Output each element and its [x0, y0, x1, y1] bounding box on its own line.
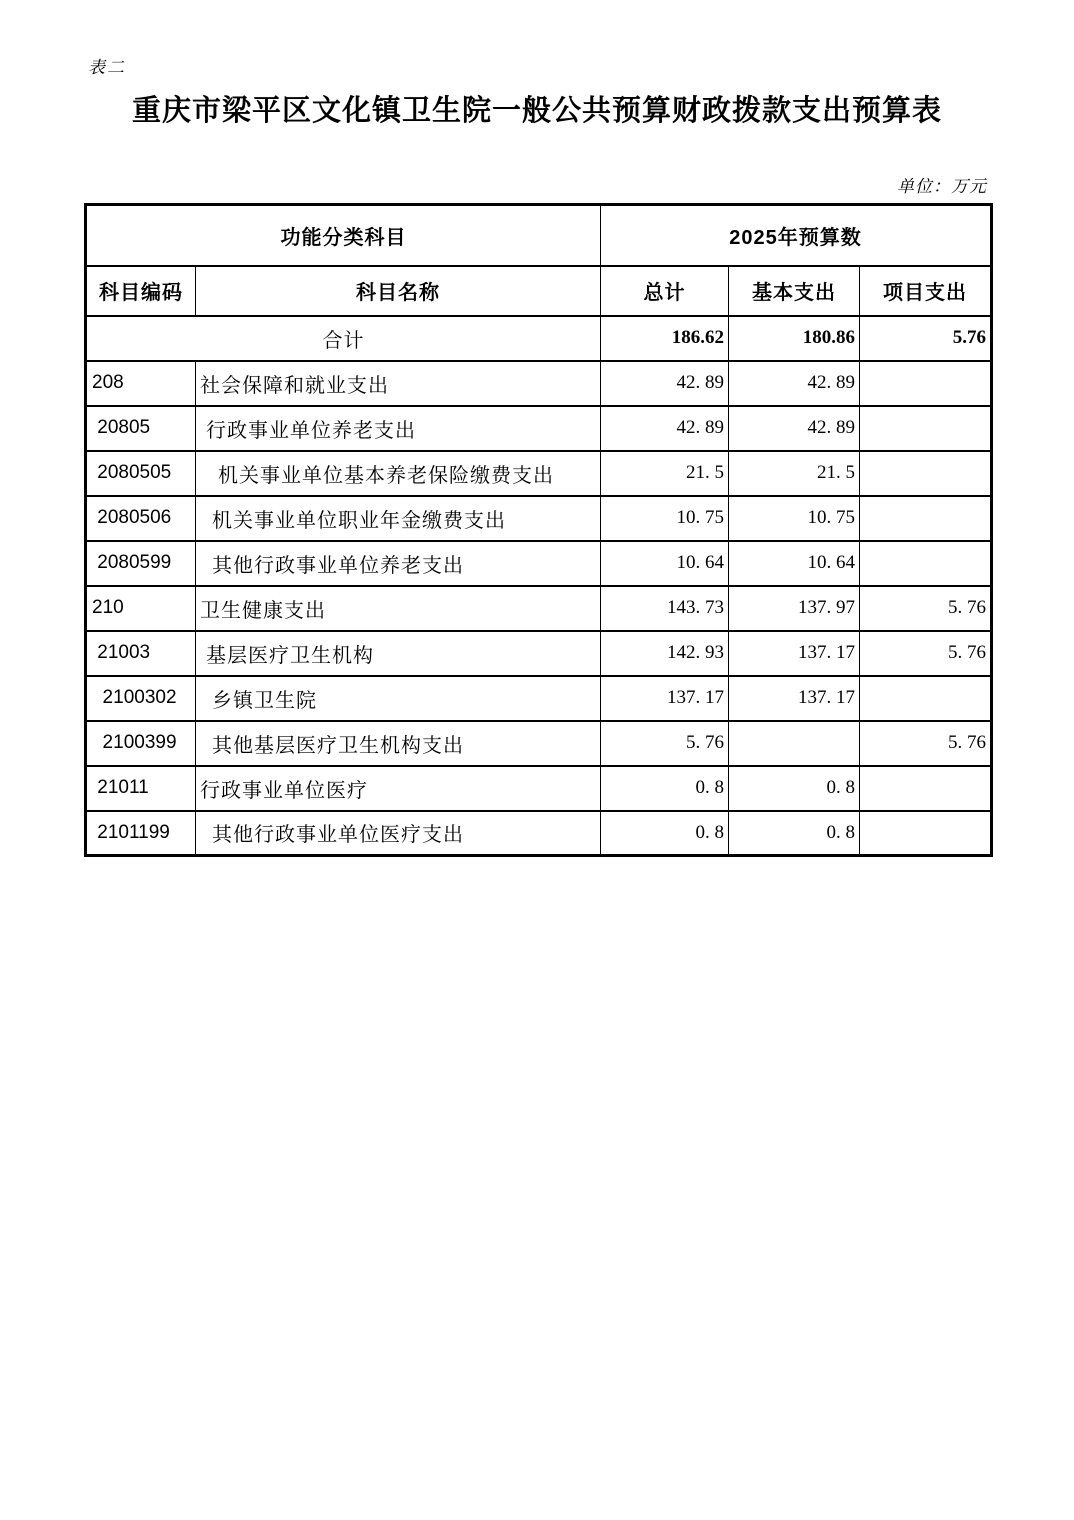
total-row: [86, 316, 992, 361]
table-row: [86, 406, 992, 451]
project-value: [860, 766, 992, 811]
column-header-total: 总计: [601, 266, 729, 316]
subject-code: 2080599: [86, 541, 196, 586]
table-row: [86, 631, 992, 676]
basic-value: 137. 17: [729, 676, 860, 721]
subject-code: 210: [86, 586, 196, 631]
total-value: 10. 75: [601, 496, 729, 541]
subject-name: 其他行政事业单位医疗支出: [196, 811, 601, 856]
total-value: 42. 89: [601, 406, 729, 451]
table-row: [86, 586, 992, 631]
column-header-basic-expenditure: 基本支出: [729, 266, 860, 316]
basic-value: [729, 721, 860, 766]
budget-table: [84, 203, 993, 857]
project-value: [860, 451, 992, 496]
page-title: 重庆市梁平区文化镇卫生院一般公共预算财政拨款支出预算表: [131, 95, 942, 127]
header-columns-row: [86, 266, 992, 316]
total-value: 142. 93: [601, 631, 729, 676]
total-value: 21. 5: [601, 451, 729, 496]
project-value: [860, 406, 992, 451]
total-value: 0. 8: [601, 766, 729, 811]
subject-name: 基层医疗卫生机构: [196, 631, 601, 676]
sheet-label: 表二: [88, 58, 126, 77]
table-row: [86, 541, 992, 586]
basic-value: 42. 89: [729, 361, 860, 406]
subject-name: 机关事业单位基本养老保险缴费支出: [196, 451, 601, 496]
project-value: [860, 676, 992, 721]
basic-value: 42. 89: [729, 406, 860, 451]
basic-value: 0. 8: [729, 811, 860, 856]
subject-code: 2101199: [86, 811, 196, 856]
basic-value: 10. 64: [729, 541, 860, 586]
project-value: 5. 76: [860, 586, 992, 631]
project-value: 5. 76: [860, 721, 992, 766]
subject-name: 乡镇卫生院: [196, 676, 601, 721]
total-row-basic-value: 180.86: [729, 316, 860, 361]
table-row: [86, 721, 992, 766]
total-row-label: 合计: [86, 316, 601, 361]
total-value: 10. 64: [601, 541, 729, 586]
subject-code: 21011: [86, 766, 196, 811]
basic-value: 137. 17: [729, 631, 860, 676]
basic-value: 137. 97: [729, 586, 860, 631]
total-value: 137. 17: [601, 676, 729, 721]
subject-code: 2080505: [86, 451, 196, 496]
total-value: 0. 8: [601, 811, 729, 856]
basic-value: 10. 75: [729, 496, 860, 541]
total-value: 42. 89: [601, 361, 729, 406]
subject-name: 行政事业单位养老支出: [196, 406, 601, 451]
total-value: 5. 76: [601, 721, 729, 766]
table-row: [86, 496, 992, 541]
unit-note: 单位：万元: [897, 177, 987, 196]
project-value: [860, 361, 992, 406]
project-value: [860, 496, 992, 541]
table-row: [86, 766, 992, 811]
subject-name: 社会保障和就业支出: [196, 361, 601, 406]
basic-value: 0. 8: [729, 766, 860, 811]
column-header-subject-name: 科目名称: [196, 266, 601, 316]
table-row: [86, 676, 992, 721]
subject-code: 2100302: [86, 676, 196, 721]
basic-value: 21. 5: [729, 451, 860, 496]
table-row: [86, 811, 992, 856]
subject-code: 208: [86, 361, 196, 406]
header-functional-classification: 功能分类科目: [86, 205, 601, 266]
subject-name: 其他基层医疗卫生机构支出: [196, 721, 601, 766]
total-row-project-value: 5.76: [860, 316, 992, 361]
subject-code: 20805: [86, 406, 196, 451]
subject-name: 机关事业单位职业年金缴费支出: [196, 496, 601, 541]
header-group-row: [86, 205, 992, 266]
header-2025-budget: 2025年预算数: [601, 205, 992, 266]
subject-name: 行政事业单位医疗: [196, 766, 601, 811]
subject-code: 2100399: [86, 721, 196, 766]
subject-code: 21003: [86, 631, 196, 676]
subject-code: 2080506: [86, 496, 196, 541]
subject-name: 卫生健康支出: [196, 586, 601, 631]
column-header-project-expenditure: 项目支出: [860, 266, 992, 316]
column-header-subject-code: 科目编码: [86, 266, 196, 316]
total-value: 143. 73: [601, 586, 729, 631]
project-value: [860, 811, 992, 856]
project-value: 5. 76: [860, 631, 992, 676]
project-value: [860, 541, 992, 586]
table-row: [86, 451, 992, 496]
subject-name: 其他行政事业单位养老支出: [196, 541, 601, 586]
table-row: [86, 361, 992, 406]
total-row-total-value: 186.62: [601, 316, 729, 361]
